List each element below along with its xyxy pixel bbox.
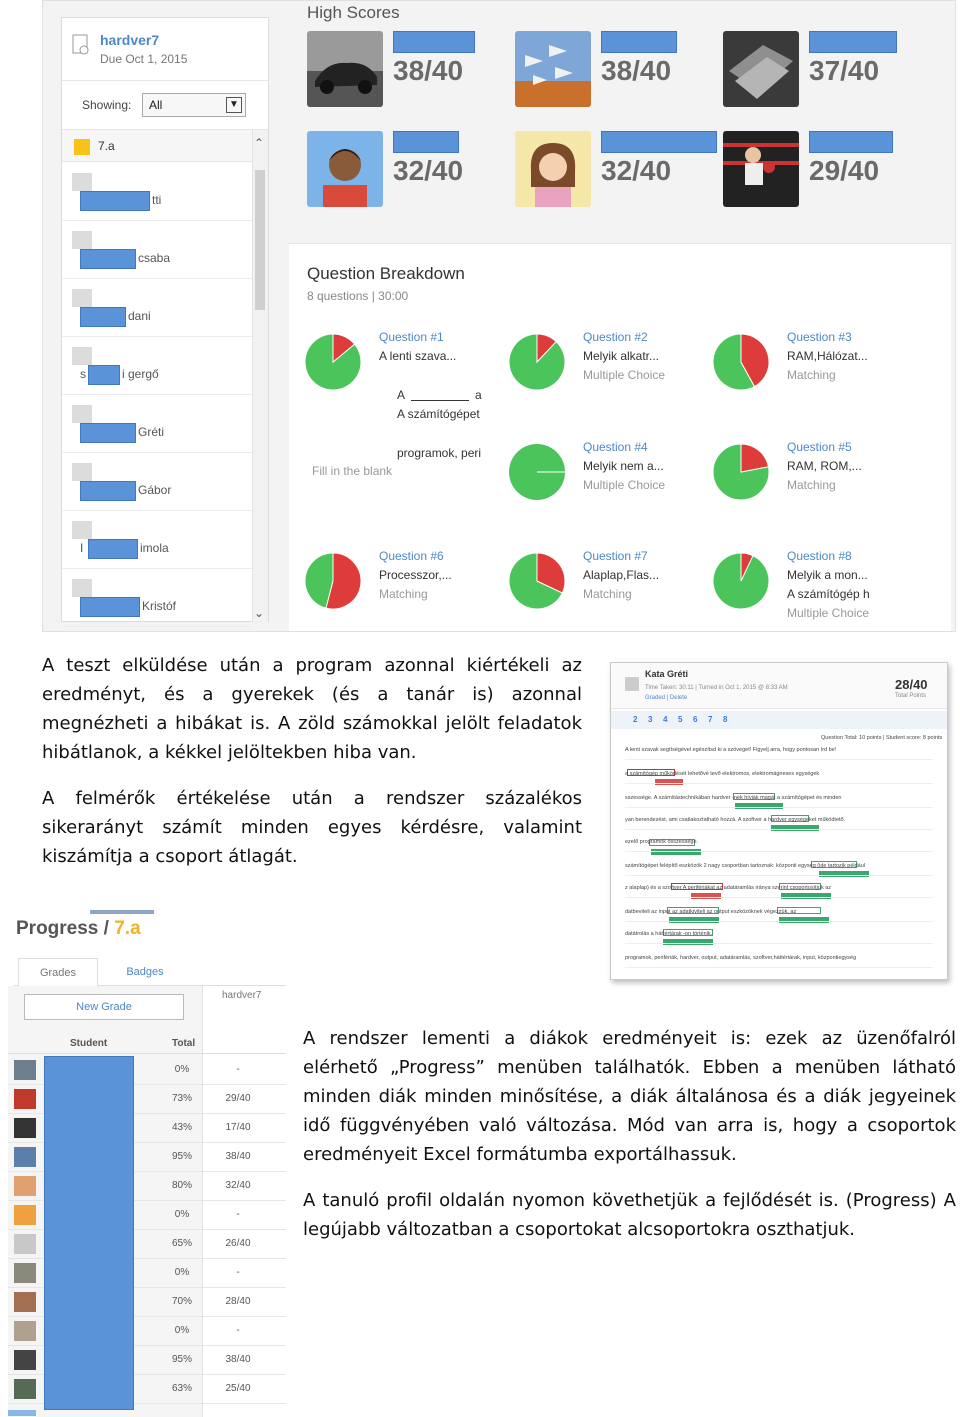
- grade-cell[interactable]: -: [236, 1267, 240, 1278]
- assignment-column-header[interactable]: hardver7: [222, 990, 262, 1001]
- total-percent: 63%: [171, 1383, 192, 1394]
- student-row[interactable]: [62, 221, 252, 279]
- redacted-name: [601, 131, 717, 153]
- student-name: Gábor: [138, 483, 172, 497]
- progress-screenshot: [8, 908, 286, 1417]
- pie-slice-incorrect: [741, 444, 769, 472]
- result-text-line: yan berendezést, ami csatlakoztatható hozzá. A szoftver a hardver egységeket működtető.: [625, 817, 846, 823]
- high-score-card[interactable]: [515, 31, 715, 111]
- new-grade-button[interactable]: New Grade: [24, 994, 184, 1020]
- grade-cell[interactable]: -: [236, 1209, 240, 1220]
- divider: [625, 897, 933, 898]
- high-score-value: 38/40: [601, 55, 672, 86]
- result-meta: Time Taken: 30:11 | Turned in Oct 1, 2015 @ 8:33 AM: [645, 685, 788, 691]
- avatar: [14, 1147, 36, 1167]
- chevron-up-icon[interactable]: ⌃: [254, 136, 265, 150]
- question-text: A lenti szava...: [379, 349, 457, 363]
- question-pie-chart: [507, 332, 567, 392]
- high-score-value: 29/40: [809, 155, 880, 186]
- chevron-down-icon[interactable]: ⌄: [254, 606, 265, 620]
- question-number-link[interactable]: 7: [708, 715, 713, 724]
- q1-blank-line2: A számítógépet: [397, 407, 480, 421]
- question-card[interactable]: [289, 549, 489, 649]
- question-text: Melyik a mon...: [787, 568, 868, 582]
- student-row[interactable]: [62, 453, 252, 511]
- question-card[interactable]: [493, 330, 693, 430]
- redacted-name: [809, 131, 893, 153]
- question-card[interactable]: [697, 330, 897, 430]
- grade-cell[interactable]: 28/40: [225, 1296, 251, 1307]
- question-type: Matching: [787, 478, 836, 492]
- total-percent: 70%: [171, 1296, 192, 1307]
- question-text: Melyik nem a...: [583, 459, 664, 473]
- divider: [625, 807, 933, 808]
- total-percent: 0%: [174, 1064, 190, 1075]
- question-text-2: A számítógép h: [787, 587, 870, 601]
- correct-answer-tag: [651, 849, 701, 855]
- high-score-card[interactable]: [307, 131, 507, 211]
- question-type: Matching: [787, 368, 836, 382]
- question-number-link[interactable]: 6: [693, 715, 698, 724]
- student-header[interactable]: Student: [70, 1038, 108, 1049]
- assignment-due-date: Due Oct 1, 2015: [100, 52, 188, 66]
- divider: [625, 829, 933, 830]
- showing-filter: [62, 80, 268, 130]
- question-text: RAM, ROM,...: [787, 459, 862, 473]
- question-card[interactable]: [697, 440, 897, 540]
- question-pie-chart: [711, 332, 771, 392]
- q1-blank-line1a: A: [397, 388, 406, 402]
- high-score-card[interactable]: [515, 131, 715, 211]
- tab-badges[interactable]: Badges: [126, 966, 164, 978]
- student-row[interactable]: [62, 569, 252, 627]
- question-number-bar: [611, 711, 948, 729]
- question-breakdown-title: Question Breakdown: [307, 264, 465, 283]
- question-type: Multiple Choice: [787, 606, 870, 620]
- redacted-name: [80, 191, 150, 211]
- blank-underline: [411, 400, 469, 401]
- progress-label: Progress: [16, 918, 99, 939]
- divider: [625, 759, 933, 760]
- student-row[interactable]: [62, 163, 252, 221]
- result-header: [611, 663, 948, 709]
- grade-cell[interactable]: -: [236, 1064, 240, 1075]
- divider: [625, 851, 933, 852]
- result-text-line: sszessége. A számítástechnikában hardver -nek hívják magát a számítógépet és minden: [625, 795, 842, 801]
- wrong-answer-tag: [655, 779, 683, 785]
- total-header[interactable]: Total: [172, 1038, 196, 1049]
- grade-cell[interactable]: 29/40: [225, 1093, 251, 1104]
- question-pie-chart: [507, 442, 567, 502]
- student-name: Gréti: [138, 425, 165, 439]
- question-pie-chart: [507, 551, 567, 611]
- result-text-line: ezelő programok összessége.: [625, 839, 699, 845]
- question-breakdown-panel: [289, 243, 951, 631]
- avatar: [72, 521, 92, 539]
- grade-cell[interactable]: 38/40: [225, 1151, 251, 1162]
- divider: [625, 783, 933, 784]
- jets-avatar: [515, 31, 591, 107]
- girl-avatar: [515, 131, 591, 207]
- avatar: [72, 173, 92, 191]
- student-name: csaba: [138, 251, 171, 265]
- document-icon: [72, 34, 90, 56]
- redacted-student-names: [44, 1056, 134, 1410]
- redacted-name: [601, 31, 677, 53]
- student-name: Kristóf: [142, 599, 177, 613]
- question-title[interactable]: Question #6: [379, 549, 444, 563]
- question-text: RAM,Hálózat...: [787, 349, 868, 363]
- avatar: [14, 1234, 36, 1254]
- high-score-card[interactable]: [307, 31, 507, 111]
- grade-cell[interactable]: -: [236, 1325, 240, 1336]
- high-score-card[interactable]: [723, 131, 923, 211]
- redacted-name: [88, 539, 138, 559]
- divider: [625, 875, 933, 876]
- student-row[interactable]: [62, 337, 252, 395]
- avatar: [14, 1292, 36, 1312]
- paragraph-2: A felmérők értékelése után a rendszer százalékos sikerarányt számít minden egyes kérdésre, valamint kiszámítja a csoport átlagát.: [42, 788, 582, 867]
- avatar: [14, 1350, 36, 1370]
- redacted-name: [80, 423, 136, 443]
- total-percent: 95%: [171, 1354, 192, 1365]
- boy-avatar: [307, 131, 383, 207]
- question-title[interactable]: Question #3: [787, 330, 852, 344]
- question-title[interactable]: Question #8: [787, 549, 852, 563]
- header-accent: [90, 910, 154, 914]
- q1-blank-line1b: a: [475, 388, 482, 402]
- progress-group-link[interactable]: 7.a: [114, 918, 141, 939]
- question-breakdown-subtitle: 8 questions | 30:00: [307, 289, 409, 303]
- student-name: Kata Gréti: [645, 669, 689, 679]
- grade-cell[interactable]: 17/40: [225, 1122, 251, 1133]
- chevron-down-icon: ▼: [226, 97, 242, 113]
- result-text-line: programok, perifériák, hardver, output, adatáramlás, szoftver,háttértárak, input, központiegység: [625, 955, 857, 961]
- grade-cell[interactable]: 32/40: [225, 1180, 251, 1191]
- redacted-name: [393, 131, 459, 153]
- redacted-name: [80, 249, 136, 269]
- question-text: Processzor,...: [379, 568, 452, 582]
- correct-answer-tag: [663, 939, 713, 945]
- question-number-link[interactable]: 2: [633, 715, 638, 724]
- result-score: 28/40: [895, 677, 928, 692]
- student-name: imola: [140, 541, 169, 555]
- question-title[interactable]: Question #2: [583, 330, 648, 344]
- avatar: [14, 1205, 36, 1225]
- scrollbar-thumb[interactable]: [255, 170, 265, 310]
- question-card[interactable]: [493, 440, 693, 540]
- student-name-prefix: I: [80, 541, 84, 555]
- question-pie-chart: [303, 551, 363, 611]
- q1-question-type: Fill in the blank: [312, 464, 393, 478]
- showing-value: All: [149, 98, 163, 112]
- student-row[interactable]: [62, 395, 252, 453]
- redacted-name: [80, 597, 140, 617]
- question-number-link[interactable]: 5: [678, 715, 683, 724]
- student-name: tti: [152, 193, 162, 207]
- progress-tabs: [14, 958, 286, 986]
- paragraph-1: A teszt elküldése után a program azonnal kiértékeli az eredményt, és a gyerekek (és a tanár is) azonnal megnézheti a hibákat is. A zöld számokkal jelölt feladatok hibátlanok, a kékkel jelöltekben hiba van.: [42, 655, 582, 763]
- question-text: Melyik alkatr...: [583, 349, 660, 363]
- correct-answer-tag: [781, 893, 831, 899]
- result-text-line: z alaplap) és a szoftver A perifériákat az adatáramlás iránya szerint csoportosítjuk az: [625, 885, 832, 891]
- grade-cell[interactable]: 26/40: [225, 1238, 251, 1249]
- total-percent: 43%: [171, 1122, 192, 1133]
- question-type: Matching: [583, 587, 632, 601]
- question-type: Matching: [379, 587, 428, 601]
- divider: [625, 967, 933, 968]
- redacted-name: [80, 481, 136, 501]
- question-number-link[interactable]: 4: [663, 715, 668, 724]
- correct-answer-tag: [669, 917, 719, 923]
- student-name: dani: [128, 309, 151, 323]
- question-text: Alaplap,Flas...: [583, 568, 660, 582]
- total-percent: 95%: [171, 1151, 192, 1162]
- row-fragment: [8, 1410, 36, 1416]
- question-card[interactable]: [697, 549, 897, 649]
- question-number-link[interactable]: 3: [648, 715, 653, 724]
- tab-grades[interactable]: Grades: [18, 958, 98, 986]
- correct-answer-tag: [819, 871, 869, 877]
- result-score-label: Total Points: [895, 693, 927, 699]
- total-percent: 0%: [174, 1267, 190, 1278]
- high-score-value: 37/40: [809, 55, 880, 86]
- question-type: Multiple Choice: [583, 368, 666, 382]
- question-title[interactable]: Question #5: [787, 440, 852, 454]
- question-type: Multiple Choice: [583, 478, 666, 492]
- race-car-avatar: [307, 31, 383, 107]
- question-pie-chart: [303, 332, 363, 392]
- boxer-avatar: [723, 131, 799, 207]
- total-percent: 65%: [171, 1238, 192, 1249]
- graded-status[interactable]: Graded | Delete: [645, 695, 688, 701]
- high-score-value: 32/40: [393, 155, 464, 186]
- grade-cell[interactable]: 38/40: [225, 1354, 251, 1365]
- result-text-line: a számítógép működését lehetővé tevő elektromos, elektromágneses egységek: [625, 771, 820, 777]
- group-name: 7.a: [98, 139, 115, 153]
- question-pie-chart: [711, 442, 771, 502]
- avatar: [72, 347, 92, 365]
- roster-panel: [61, 17, 269, 622]
- avatar: [72, 579, 92, 597]
- high-score-card[interactable]: [723, 31, 923, 111]
- avatar: [625, 677, 639, 691]
- avatar: [14, 1176, 36, 1196]
- money-avatar: [723, 31, 799, 107]
- redacted-name: [80, 307, 126, 327]
- paragraph-4: A tanuló profil oldalán nyomon követhetjük a fejlődését is. (Progress) A legújabb változatban a csoportokat alcsoportokra oszthatjuk.: [303, 1190, 956, 1240]
- question-title[interactable]: Question #1: [379, 330, 444, 344]
- avatar: [14, 1379, 36, 1399]
- correct-answer-tag: [771, 825, 819, 831]
- student-name: i gergő: [122, 367, 159, 381]
- graded-test-screenshot: [610, 662, 948, 980]
- title-separator: /: [103, 918, 109, 939]
- avatar: [72, 463, 92, 481]
- redacted-name: [809, 31, 897, 53]
- avatar: [14, 1060, 36, 1080]
- group-row[interactable]: [62, 130, 252, 162]
- result-text-line: datátrolás a háttértárak -on történik.: [625, 931, 713, 937]
- student-row[interactable]: [62, 279, 252, 337]
- avatar: [72, 231, 92, 249]
- group-color-icon: [74, 139, 90, 155]
- showing-label: Showing:: [82, 98, 132, 112]
- correct-answer-tag: [735, 803, 783, 809]
- correct-answer-tag: [779, 917, 829, 923]
- assignment-overview-screenshot: [42, 0, 956, 632]
- student-name-prefix: s: [80, 367, 86, 381]
- result-text-line: számítógépet felépítő eszközök 2 nagy csoportban tartoznak: központi egység (ide tartozik például: [625, 863, 866, 869]
- result-text-line: datbeviteli az input az adatkiviteli az output eszközöknek végezzük, az: [625, 909, 797, 915]
- student-row[interactable]: [62, 511, 252, 569]
- showing-select[interactable]: [142, 93, 246, 117]
- divider: [625, 921, 933, 922]
- paragraph-3: A rendszer lementi a diákok eredményeit is: ezek az üzenőfalról elérhető „Progress” menüben találhatók. Ebben a menüben látható minden diák minden minősítése, a diák általánosa és a diák jegyeinek idő függvényében való változása. Mód van arra is, hogy a csoportok eredményeit Excel formátumba exportálhassuk.: [303, 1028, 956, 1165]
- redacted-name: [393, 31, 475, 53]
- question-title[interactable]: Question #4: [583, 440, 648, 454]
- assignment-title[interactable]: hardver7: [100, 32, 160, 48]
- avatar: [72, 405, 92, 423]
- q1-blank-line3: programok, peri: [397, 446, 482, 460]
- total-percent: 0%: [174, 1209, 190, 1220]
- divider: [625, 943, 933, 944]
- question-pie-chart: [711, 551, 771, 611]
- total-percent: 73%: [171, 1093, 192, 1104]
- progress-title: [16, 918, 141, 940]
- high-score-value: 32/40: [601, 155, 672, 186]
- total-percent: 0%: [174, 1325, 190, 1336]
- question-title[interactable]: Question #7: [583, 549, 648, 563]
- high-score-value: 38/40: [393, 55, 464, 86]
- question-number-link[interactable]: 8: [723, 715, 728, 724]
- avatar: [14, 1118, 36, 1138]
- high-scores-title: High Scores: [307, 3, 400, 22]
- redacted-name: [88, 365, 120, 385]
- avatar: [14, 1263, 36, 1283]
- question-card[interactable]: [493, 549, 693, 649]
- avatar: [14, 1321, 36, 1341]
- wrong-answer-tag: [691, 893, 721, 899]
- grade-cell[interactable]: 25/40: [225, 1383, 251, 1394]
- avatar: [72, 289, 92, 307]
- result-text-line: A lenti szavak segítségével egészítsd ki a szöveget! Figyelj arra, hogy pontosan írd be!: [625, 747, 837, 753]
- avatar: [14, 1089, 36, 1109]
- table-header: [8, 1032, 286, 1054]
- total-percent: 80%: [171, 1180, 192, 1191]
- question-total: Question Total: 10 points | Student score: 8 points: [821, 735, 943, 741]
